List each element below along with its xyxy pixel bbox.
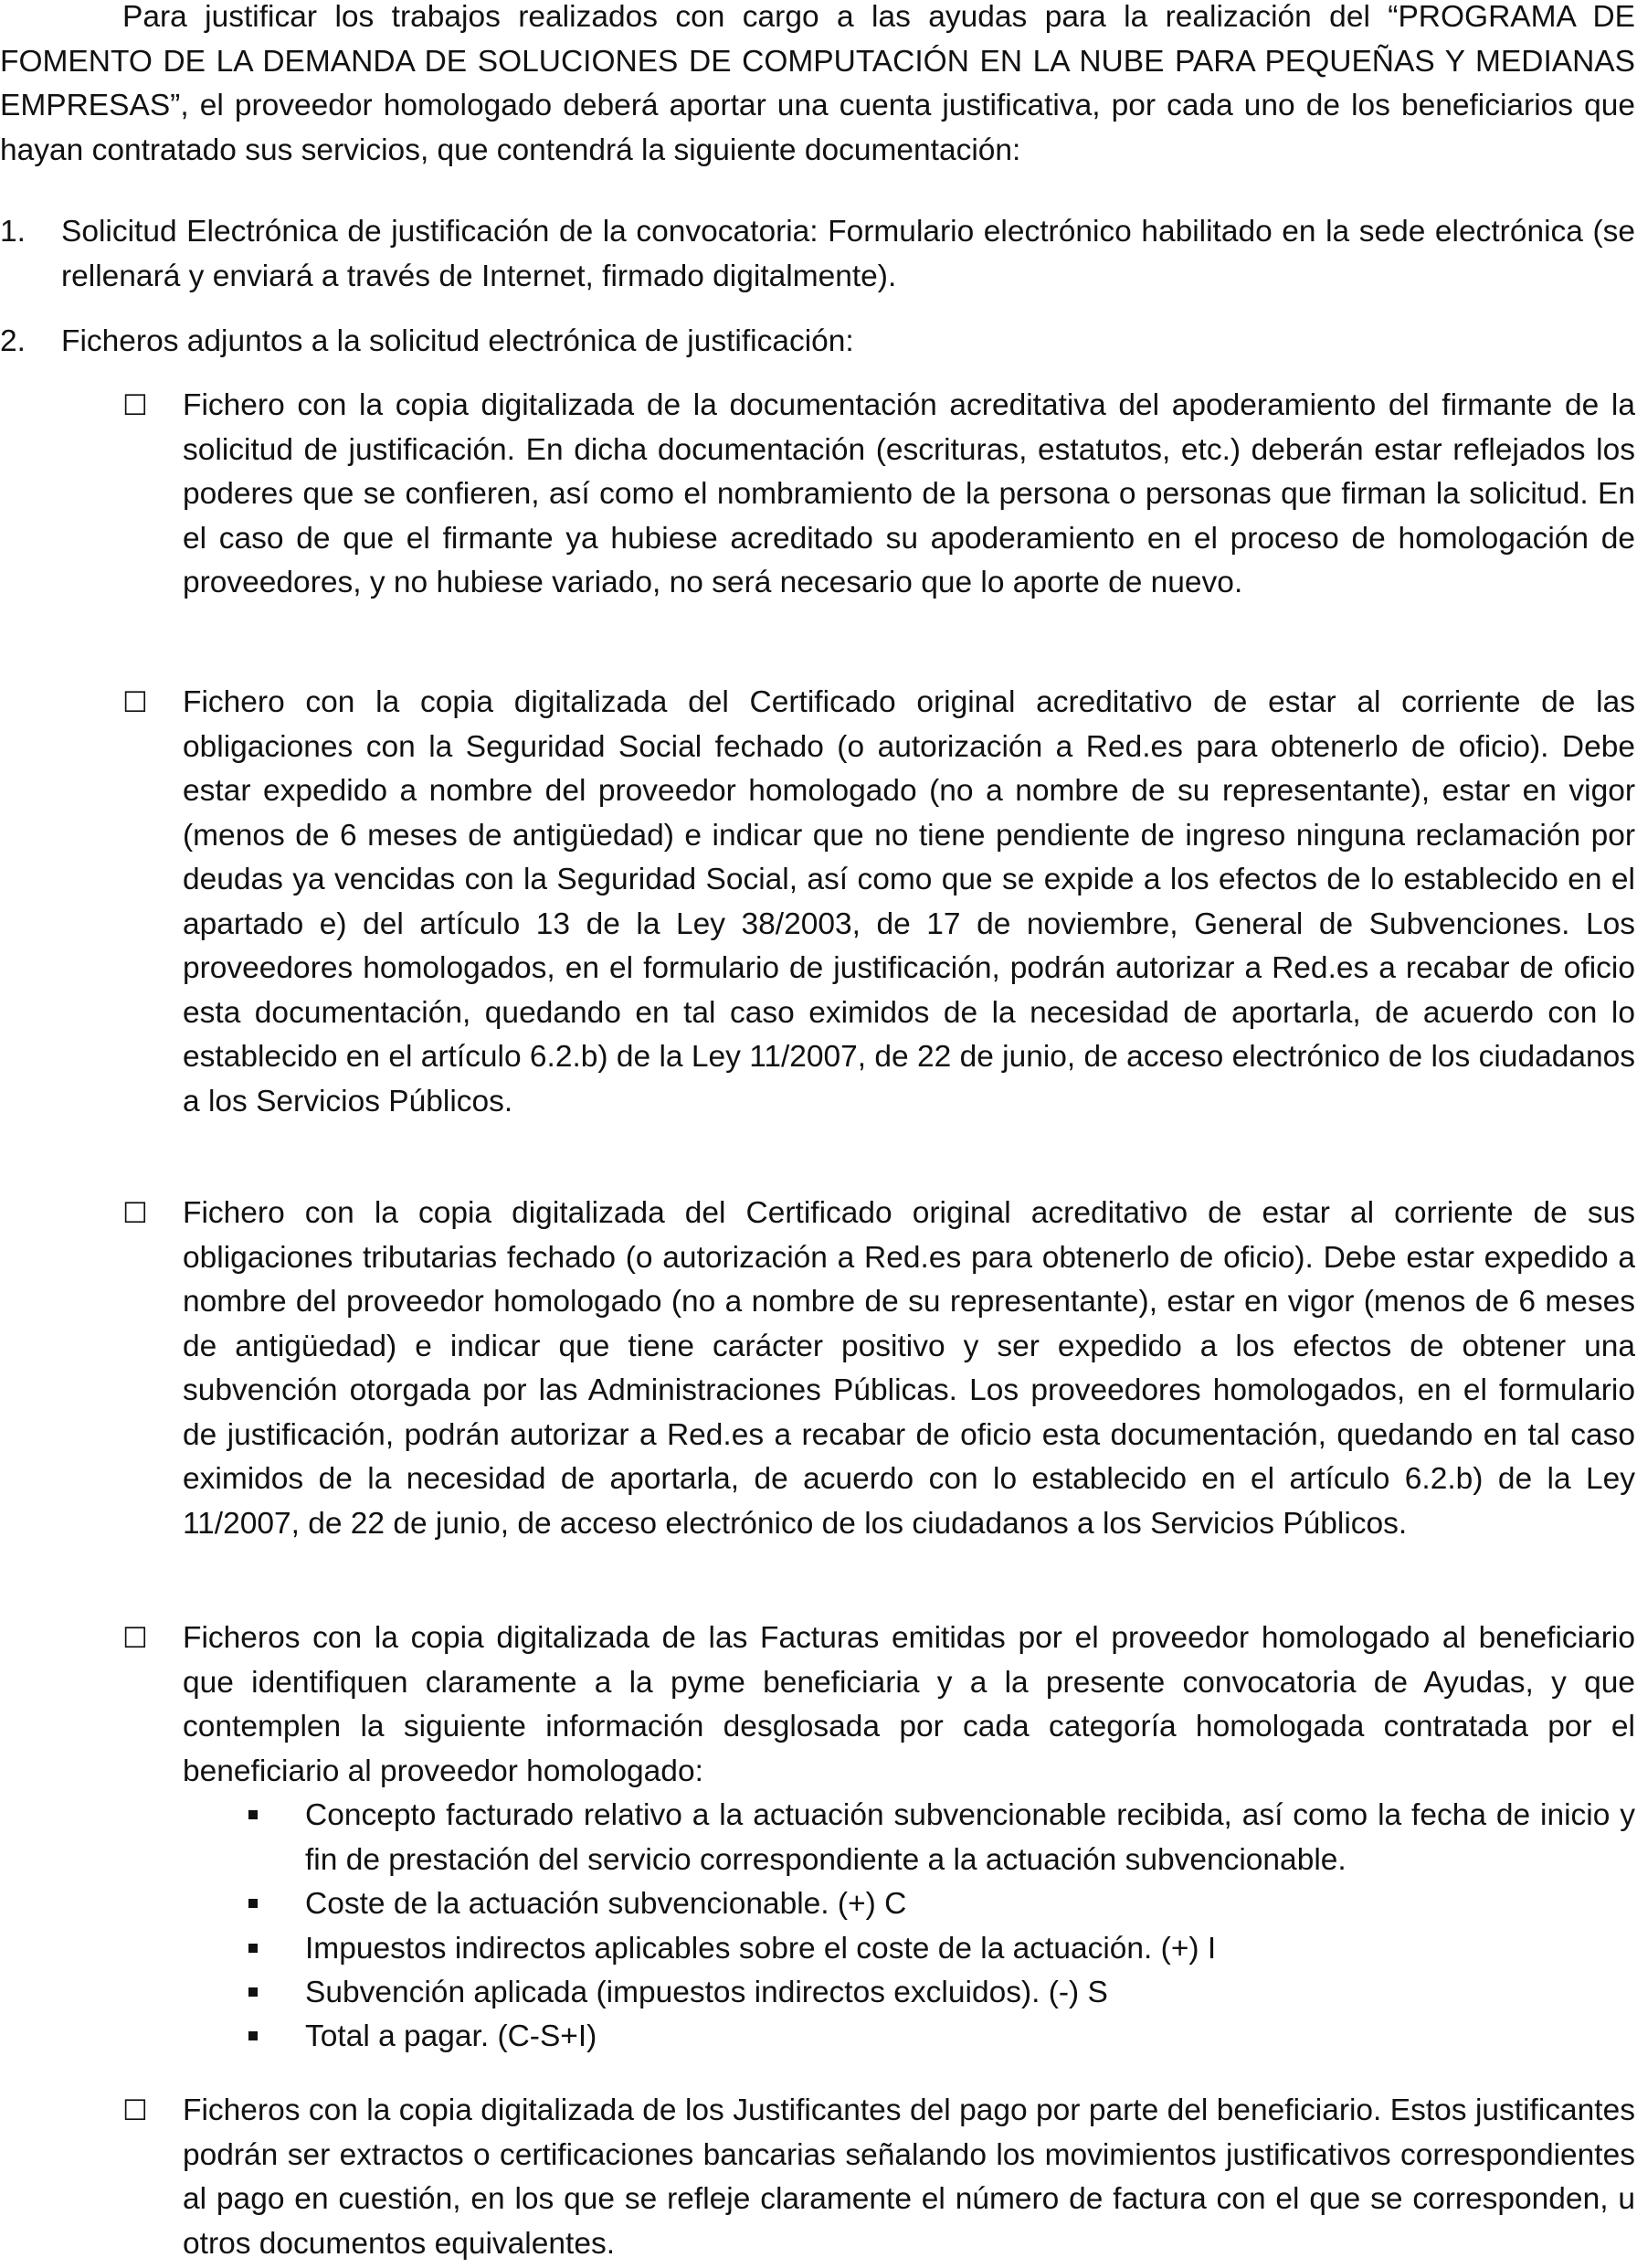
checkbox-icon: ☐: [122, 389, 148, 421]
checkbox-icon: ☐: [122, 686, 148, 718]
list-number-1: 1.: [0, 215, 26, 249]
list-number-2: 2.: [0, 324, 26, 358]
list-text-2: Ficheros adjuntos a la solicitud electrónica de justificación:: [61, 324, 854, 358]
square-bullet-icon: [248, 1899, 258, 1908]
attachment-text-5: Ficheros con la copia digitalizada de los Justificantes del pago por parte del beneficiario. Estos justificantes podrán ser extractos o certificaciones bancarias señalando los movimientos justificativos correspondientes al pago en cuestión, en los que se refleje claramente el número de factura con el que se corresponden, u otros documentos equivalentes.: [183, 2093, 1635, 2261]
intro-paragraph: Para justificar los trabajos realizados con cargo a las ayudas para la realización del “PROGRAMA DE FOMENTO DE LA DEMANDA DE SOLUCIONES DE COMPUTACIÓN EN LA NUBE PARA PEQUEÑAS Y MEDIANAS EMPRESAS”, el proveedor homologado deberá aportar una cuenta justificativa, por cada uno de los beneficiarios que hayan contratado sus servicios, que contendrá la siguiente documentación:: [0, 0, 1635, 167]
attachment-text-3: Fichero con la copia digitalizada del Certificado original acreditativo de estar al corriente de sus obligaciones tributarias fechado (o autorización a Red.es para obtenerlo de oficio). Debe estar expedido a nombre del proveedor homologado (no a nombre de su representante), estar en vigor (menos de 6 meses de antigüedad) e indicar que tiene carácter positivo y ser expedido a los efectos de obtener una subvención otorgada por las Administraciones Públicas. Los proveedores homologados, en el formulario de justificación, podrán autorizar a Red.es a recabar de oficio esta documentación, quedando en tal caso eximidos de la necesidad de aportarla, de acuerdo con lo establecido en el artículo 6.2.b) de la Ley 11/2007, de 22 de junio, de acceso electrónico de los ciudadanos a los Servicios Públicos.: [183, 1196, 1635, 1541]
invoice-bullet-text-4: Subvención aplicada (impuestos indirectos excluidos). (-) S: [305, 1976, 1108, 2009]
attachment-text-1: Fichero con la copia digitalizada de la documentación acreditativa del apoderamiento del firmante de la solicitud de justificación. En dicha documentación (escrituras, estatutos, etc.) deberán estar reflejados los poderes que se confieren, así como el nombramiento de la persona o personas que firman la solicitud. En el caso de que el firmante ya hubiese acreditado su apoderamiento en el proceso de homologación de proveedores, y no hubiese variado, no será necesario que lo aporte de nuevo.: [183, 388, 1635, 599]
attachment-text-4: Ficheros con la copia digitalizada de las Facturas emitidas por el proveedor homologado al beneficiario que identifiquen claramente a la pyme beneficiaria y a la presente convocatoria de Ayudas, y que contemplen la siguiente información desglosada por cada categoría homologada contratada por el beneficiario al proveedor homologado:: [183, 1621, 1635, 1788]
checkbox-icon: ☐: [122, 2094, 148, 2126]
invoice-bullet-text-3: Impuestos indirectos aplicables sobre el coste de la actuación. (+) I: [305, 1932, 1217, 1966]
square-bullet-icon: [248, 2031, 258, 2040]
attachment-text-2: Fichero con la copia digitalizada del Certificado original acreditativo de estar al corriente de las obligaciones con la Seguridad Social fechado (o autorización a Red.es para obtenerlo de oficio). Debe estar expedido a nombre del proveedor homologado (no a nombre de su representante), estar en vigor (menos de 6 meses de antigüedad) e indicar que no tiene pendiente de ingreso ninguna reclamación por deudas ya vencidas con la Seguridad Social, así como que se expide a los efectos de lo establecido en el apartado e) del artículo 13 de la Ley 38/2003, de 17 de noviembre, General de Subvenciones. Los proveedores homologados, en el formulario de justificación, podrán autorizar a Red.es a recabar de oficio esta documentación, quedando en tal caso eximidos de la necesidad de aportarla, de acuerdo con lo establecido en el artículo 6.2.b) de la Ley 11/2007, de 22 de junio, de acceso electrónico de los ciudadanos a los Servicios Públicos.: [183, 685, 1635, 1118]
list-text-1: Solicitud Electrónica de justificación de la convocatoria: Formulario electrónico habilitado en la sede electrónica (se rellenará y enviará a través de Internet, firmado digitalmente).: [61, 215, 1635, 293]
square-bullet-icon: [248, 1944, 258, 1953]
square-bullet-icon: [248, 1810, 258, 1819]
invoice-bullet-text-1: Concepto facturado relativo a la actuación subvencionable recibida, así como la fecha de inicio y fin de prestación del servicio correspondiente a la actuación subvencionable.: [305, 1798, 1635, 1877]
invoice-bullet-text-5: Total a pagar. (C-S+I): [305, 2019, 597, 2053]
invoice-bullet-text-2: Coste de la actuación subvencionable. (+) C: [305, 1887, 907, 1921]
checkbox-icon: ☐: [122, 1622, 148, 1654]
checkbox-icon: ☐: [122, 1197, 148, 1229]
square-bullet-icon: [248, 1987, 258, 1997]
